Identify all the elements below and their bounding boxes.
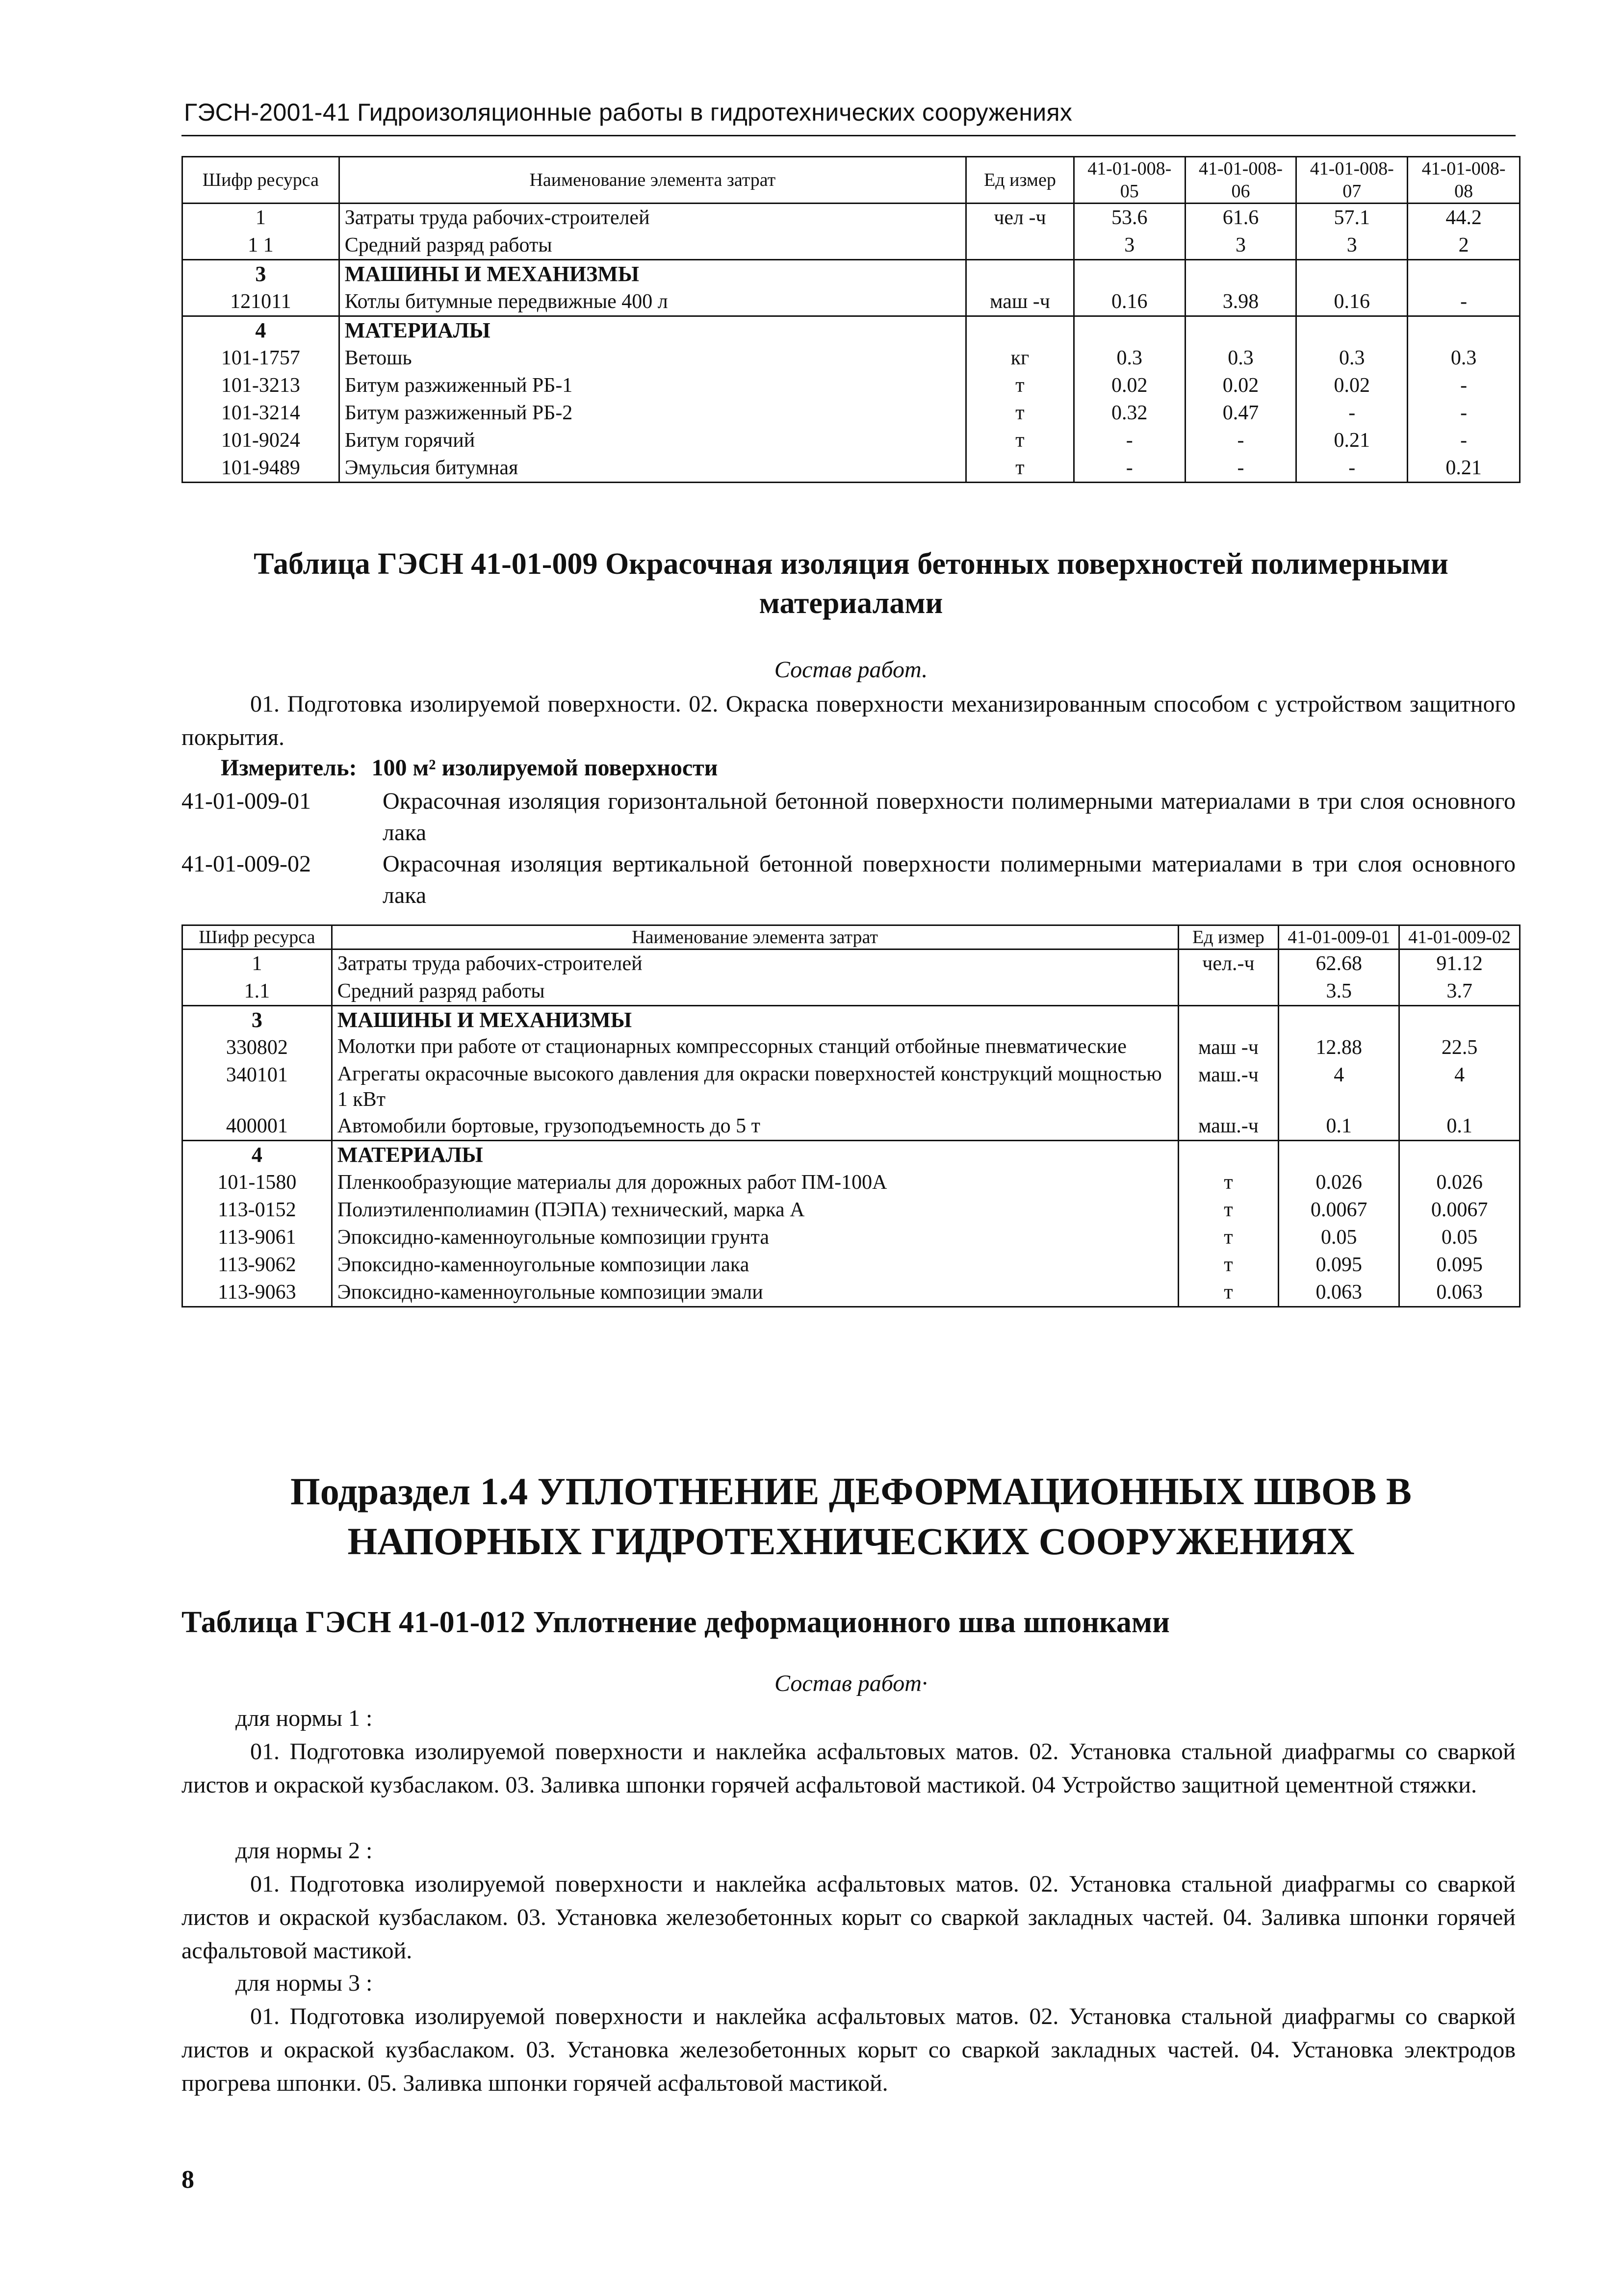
- cell-value: 4: [1399, 1061, 1520, 1112]
- cell-value: 91.12: [1399, 949, 1520, 978]
- cell-value: -: [1074, 427, 1185, 454]
- cell-unit: чел.-ч: [1178, 949, 1279, 978]
- subsection-title: [181, 1466, 1521, 1566]
- cell-unit: чел -ч: [966, 204, 1074, 232]
- cell-code: 121011: [182, 288, 339, 316]
- norm2-label: для нормы 2 :: [235, 1838, 373, 1864]
- cell-value: 0.02: [1296, 372, 1408, 399]
- cell-value: 0.026: [1279, 1169, 1399, 1196]
- table-row: [182, 260, 1520, 288]
- cell-value: 0.1: [1279, 1112, 1399, 1141]
- cell-value: 0.3: [1074, 344, 1185, 372]
- table-row: [182, 372, 1520, 399]
- table-title-line: Таблица ГЭСН 41-01-009 Окрасочная изоляция бетонных поверхностей полимерными: [254, 547, 1448, 581]
- cell-code: 3: [182, 260, 339, 288]
- running-header: ГЭСН-2001-41 Гидроизоляционные работы в гидротехнических сооружениях: [184, 99, 1073, 126]
- cell-name: Битум разжиженный РБ-2: [339, 399, 966, 427]
- cell-value: 3: [1074, 231, 1185, 260]
- cell-unit: т: [1178, 1224, 1279, 1251]
- cell-value: 0.05: [1399, 1224, 1520, 1251]
- cell-value: -: [1408, 288, 1520, 316]
- cell-value: 2: [1408, 231, 1520, 260]
- table-row: [182, 204, 1520, 232]
- norm-row: [181, 786, 1516, 849]
- cell-value: -: [1408, 399, 1520, 427]
- cell-value: 22.5: [1399, 1034, 1520, 1061]
- table-title-line: материалами: [759, 587, 943, 620]
- cell-code: 4: [182, 1141, 332, 1169]
- cell-name: Средний разряд работы: [332, 977, 1178, 1006]
- cell-unit: т: [966, 454, 1074, 483]
- norm-text: Окрасочная изоляция горизонтальной бетонной поверхности полимерными материалами в три слоя основного лака: [383, 788, 1516, 846]
- cell-code: 101-9024: [182, 427, 339, 454]
- header-norm-col: 41-01-008-08: [1408, 157, 1520, 204]
- table-row: [182, 949, 1520, 978]
- table-row: [182, 1169, 1520, 1196]
- cell-unit: [966, 231, 1074, 260]
- cell-name: Затраты труда рабочих-строителей: [339, 204, 966, 232]
- group-labor: [182, 949, 1520, 1006]
- cell-value: -: [1074, 454, 1185, 483]
- table-row: [182, 1224, 1520, 1251]
- cell-value: 0.21: [1408, 454, 1520, 483]
- cell-unit: т: [1178, 1251, 1279, 1279]
- measurer-label: Измеритель:: [221, 755, 357, 781]
- cell-code: 113-9061: [182, 1224, 332, 1251]
- cell-code: 1: [182, 204, 339, 232]
- cell-name: Котлы битумные передвижные 400 л: [339, 288, 966, 316]
- cell-value: 0.063: [1399, 1279, 1520, 1307]
- cell-name: Эмульсия битумная: [339, 454, 966, 483]
- group-heading: МАТЕРИАЛЫ: [332, 1141, 1178, 1169]
- composition-text: 01. Подготовка изолируемой поверхности. 02. Окраска поверхности механизированным способом с устройством защитного покрытия.: [181, 691, 1516, 750]
- cell-unit: маш.-ч: [1178, 1112, 1279, 1141]
- header-norm-col: 41-01-009-01: [1279, 925, 1399, 949]
- measurer: [221, 754, 718, 781]
- subsection-title-line: Подраздел 1.4 УПЛОТНЕНИЕ ДЕФОРМАЦИОННЫХ ШВОВ В: [290, 1470, 1412, 1513]
- cell-code: 1 1: [182, 231, 339, 260]
- cell-code: 113-0152: [182, 1196, 332, 1224]
- norm-text: Окрасочная изоляция вертикальной бетонной поверхности полимерными материалами в три слоя основного лака: [383, 851, 1516, 908]
- norm3-label: для нормы 3 :: [235, 1970, 373, 1996]
- cell-unit: маш -ч: [1178, 1034, 1279, 1061]
- header-norm-col: 41-01-008-05: [1074, 157, 1185, 204]
- group-heading: МАШИНЫ И МЕХАНИЗМЫ: [332, 1006, 1178, 1034]
- table-row: [182, 454, 1520, 483]
- cell-code: 101-1580: [182, 1169, 332, 1196]
- cell-value: -: [1296, 399, 1408, 427]
- resource-table-008: [181, 156, 1521, 483]
- cell-value: 0.32: [1074, 399, 1185, 427]
- group-materials: [182, 316, 1520, 483]
- norm3-text: 01. Подготовка изолируемой поверхности и наклейка асфальтовых матов. 02. Установка стальной диафрагмы со сваркой листов и окраской кузбаслаком. 03. Установка железобетонных корыт со сваркой закладных частей. 04. Установка электродов прогрева шпонки. 05. Заливка шпонки горячей асфальтовой мастикой.: [181, 2003, 1516, 2096]
- table-header-row: [182, 157, 1520, 204]
- cell-name: Агрегаты окрасочные высокого давления для окраски поверхностей конструкций мощностью 1 кВт: [332, 1061, 1178, 1112]
- cell-code: 101-9489: [182, 454, 339, 483]
- cell-value: -: [1408, 427, 1520, 454]
- cell-name: Автомобили бортовые, грузоподъемность до 5 т: [332, 1112, 1178, 1141]
- page-number: 8: [181, 2166, 194, 2194]
- table-row: [182, 399, 1520, 427]
- header-name: Наименование элемента затрат: [339, 157, 966, 204]
- group-heading: МАШИНЫ И МЕХАНИЗМЫ: [339, 260, 966, 288]
- norm-row: [181, 848, 1516, 912]
- cell-unit: т: [966, 372, 1074, 399]
- header-rule: [181, 135, 1516, 136]
- cell-value: 0.1: [1399, 1112, 1520, 1141]
- cell-value: -: [1185, 454, 1296, 483]
- cell-value: 0.21: [1296, 427, 1408, 454]
- cell-code: 101-3214: [182, 399, 339, 427]
- cell-value: 0.063: [1279, 1279, 1399, 1307]
- cell-value: 57.1: [1296, 204, 1408, 232]
- composition-label: Состав работ.: [774, 657, 928, 683]
- cell-name: Битум горячий: [339, 427, 966, 454]
- group-machines: [182, 1006, 1520, 1141]
- cell-unit: т: [1178, 1279, 1279, 1307]
- cell-value: 0.095: [1399, 1251, 1520, 1279]
- cell-code: 3: [182, 1006, 332, 1034]
- cell-unit: т: [1178, 1196, 1279, 1224]
- cell-value: 0.3: [1408, 344, 1520, 372]
- cell-unit: т: [1178, 1169, 1279, 1196]
- cell-value: 0.02: [1185, 372, 1296, 399]
- cell-code: 340101: [182, 1061, 332, 1112]
- cell-unit: маш -ч: [966, 288, 1074, 316]
- cell-code: 101-3213: [182, 372, 339, 399]
- table-row: [182, 427, 1520, 454]
- cell-value: 0.0067: [1279, 1196, 1399, 1224]
- table-row: [182, 288, 1520, 316]
- table-row: [182, 1141, 1520, 1169]
- cell-name: Ветошь: [339, 344, 966, 372]
- cell-value: 62.68: [1279, 949, 1399, 978]
- header-unit: Ед измер: [1178, 925, 1279, 949]
- cell-code: 4: [182, 316, 339, 345]
- table-row: [182, 1196, 1520, 1224]
- cell-code: 330802: [182, 1034, 332, 1061]
- cell-value: 3.5: [1279, 977, 1399, 1006]
- cell-code: 1: [182, 949, 332, 978]
- cell-code: 113-9063: [182, 1279, 332, 1307]
- table-row: [182, 1034, 1520, 1061]
- cell-name: Эпоксидно-каменноугольные композиции грунта: [332, 1224, 1178, 1251]
- norm-code: 41-01-009-01: [181, 788, 311, 814]
- header-code: Шифр ресурса: [182, 157, 339, 204]
- cell-name: Средний разряд работы: [339, 231, 966, 260]
- resource-table-009: [181, 924, 1521, 1308]
- cell-name: Пленкообразующие материалы для дорожных работ ПМ-100А: [332, 1169, 1178, 1196]
- cell-code: 1.1: [182, 977, 332, 1006]
- table-title-009: [181, 544, 1521, 623]
- cell-name: Битум разжиженный РБ-1: [339, 372, 966, 399]
- cell-value: 0.3: [1296, 344, 1408, 372]
- cell-value: 61.6: [1185, 204, 1296, 232]
- composition-label: Состав работ·: [774, 1670, 928, 1696]
- header-norm-col: 41-01-008-07: [1296, 157, 1408, 204]
- header-norm-col: 41-01-009-02: [1399, 925, 1520, 949]
- measurer-text: 100 м² изолируемой поверхности: [371, 755, 718, 781]
- cell-value: 3.7: [1399, 977, 1520, 1006]
- subsection-title-line: НАПОРНЫХ ГИДРОТЕХНИЧЕСКИХ СООРУЖЕНИЯХ: [347, 1520, 1355, 1563]
- cell-value: 0.16: [1074, 288, 1185, 316]
- table-row: [182, 1112, 1520, 1141]
- group-materials: [182, 1141, 1520, 1307]
- cell-value: 12.88: [1279, 1034, 1399, 1061]
- cell-value: 0.026: [1399, 1169, 1520, 1196]
- cell-value: -: [1408, 372, 1520, 399]
- table-row: [182, 1251, 1520, 1279]
- cell-value: 0.0067: [1399, 1196, 1520, 1224]
- table-row: [182, 1061, 1520, 1112]
- cell-code: 400001: [182, 1112, 332, 1141]
- cell-value: 3.98: [1185, 288, 1296, 316]
- cell-value: 44.2: [1408, 204, 1520, 232]
- cell-value: 0.05: [1279, 1224, 1399, 1251]
- table-header-row: [182, 925, 1520, 949]
- cell-unit: т: [966, 399, 1074, 427]
- norm1-text: 01. Подготовка изолируемой поверхности и наклейка асфальтовых матов. 02. Установка стальной диафрагмы со сваркой листов и окраской кузбаслаком. 03. Заливка шпонки горячей асфальтовой мастикой. 04 Устройство защитной цементной стяжки.: [181, 1739, 1516, 1798]
- header-unit: Ед измер: [966, 157, 1074, 204]
- cell-name: Затраты труда рабочих-строителей: [332, 949, 1178, 978]
- cell-name: Эпоксидно-каменноугольные композиции лака: [332, 1251, 1178, 1279]
- header-name: Наименование элемента затрат: [332, 925, 1178, 949]
- header-norm-col: 41-01-008-06: [1185, 157, 1296, 204]
- cell-unit: [1178, 977, 1279, 1006]
- cell-value: 53.6: [1074, 204, 1185, 232]
- cell-value: -: [1296, 454, 1408, 483]
- table-row: [182, 977, 1520, 1006]
- cell-value: 3: [1296, 231, 1408, 260]
- table-row: [182, 1279, 1520, 1307]
- cell-name: Молотки при работе от стационарных компрессорных станций отбойные пневматические: [332, 1034, 1178, 1061]
- cell-unit: кг: [966, 344, 1074, 372]
- cell-code: 101-1757: [182, 344, 339, 372]
- group-heading: МАТЕРИАЛЫ: [339, 316, 966, 345]
- norm-code: 41-01-009-02: [181, 851, 311, 877]
- cell-value: 0.16: [1296, 288, 1408, 316]
- header-code: Шифр ресурса: [182, 925, 332, 949]
- table-row: [182, 344, 1520, 372]
- cell-value: -: [1185, 427, 1296, 454]
- cell-unit: маш.-ч: [1178, 1061, 1279, 1112]
- table-title-012: Таблица ГЭСН 41-01-012 Уплотнение деформационного шва шпонками: [181, 1606, 1170, 1639]
- group-labor: [182, 204, 1520, 260]
- cell-value: 0.47: [1185, 399, 1296, 427]
- cell-name: Полиэтиленполиамин (ПЭПА) технический, марка А: [332, 1196, 1178, 1224]
- norm2-text: 01. Подготовка изолируемой поверхности и наклейка асфальтовых матов. 02. Установка стальной диафрагмы со сваркой листов и окраской кузбаслаком. 03. Установка железобетонных корыт со сваркой закладных частей. 04. Заливка шпонки горячей асфальтовой мастикой.: [181, 1871, 1516, 1964]
- cell-value: 4: [1279, 1061, 1399, 1112]
- cell-value: 3: [1185, 231, 1296, 260]
- cell-value: 0.095: [1279, 1251, 1399, 1279]
- cell-unit: т: [966, 427, 1074, 454]
- norm1-label: для нормы 1 :: [235, 1705, 373, 1731]
- cell-value: 0.3: [1185, 344, 1296, 372]
- table-row: [182, 1006, 1520, 1034]
- table-row: [182, 316, 1520, 345]
- cell-code: 113-9062: [182, 1251, 332, 1279]
- cell-name: Эпоксидно-каменноугольные композиции эмали: [332, 1279, 1178, 1307]
- table-row: [182, 231, 1520, 260]
- group-machines: [182, 260, 1520, 316]
- cell-value: 0.02: [1074, 372, 1185, 399]
